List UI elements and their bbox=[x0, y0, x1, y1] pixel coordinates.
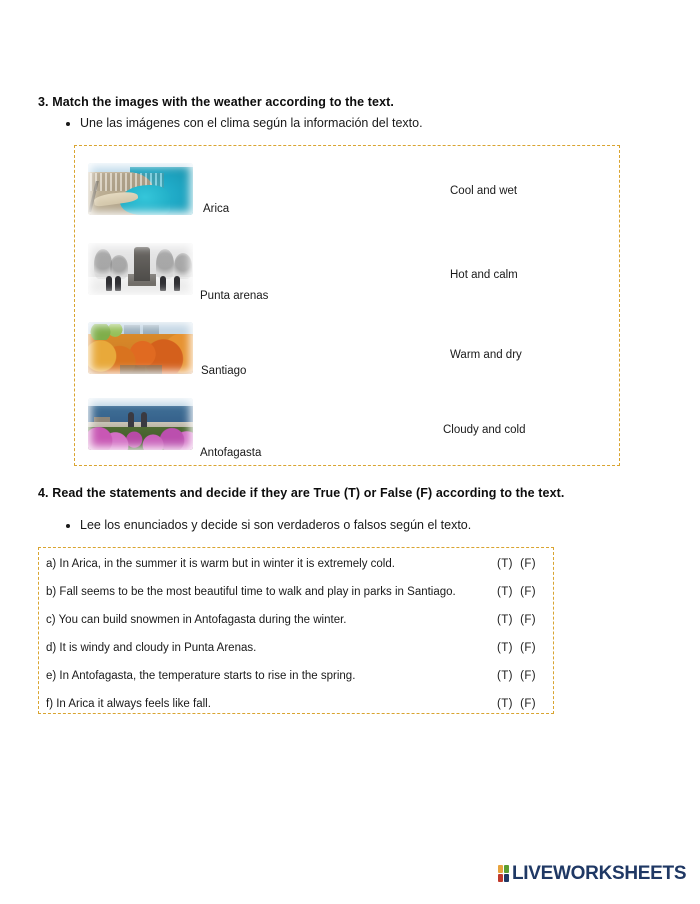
exercise-3-instruction: Une las imágenes con el clima según la información del texto. bbox=[80, 116, 423, 130]
image-antofagasta[interactable] bbox=[88, 398, 193, 450]
punta-arenas-scene bbox=[88, 243, 193, 295]
true-option-f[interactable]: (T) bbox=[497, 698, 513, 710]
false-option-b[interactable]: (F) bbox=[520, 586, 536, 598]
tf-options-d[interactable] bbox=[497, 642, 536, 654]
city-label-antofagasta: Antofagasta bbox=[200, 447, 262, 459]
true-option-b[interactable]: (T) bbox=[497, 586, 513, 598]
bullet-point-icon bbox=[66, 122, 70, 126]
tf-options-f[interactable] bbox=[497, 698, 536, 710]
logo-square-green bbox=[504, 865, 509, 873]
true-false-answer-box[interactable] bbox=[38, 547, 554, 714]
true-option-e[interactable]: (T) bbox=[497, 670, 513, 682]
false-option-c[interactable]: (F) bbox=[520, 614, 536, 626]
tf-options-e[interactable] bbox=[497, 670, 536, 682]
image-punta-arenas[interactable] bbox=[88, 243, 193, 295]
statement-row-d: d) It is windy and cloudy in Punta Arenas. bbox=[46, 642, 257, 654]
city-label-santiago: Santiago bbox=[201, 365, 247, 377]
liveworksheets-mark-icon bbox=[498, 865, 509, 882]
logo-square-red bbox=[498, 874, 503, 882]
tf-options-a[interactable] bbox=[497, 558, 536, 570]
logo-square-orange bbox=[498, 865, 503, 873]
weather-option-hot-and-calm[interactable]: Hot and calm bbox=[450, 269, 518, 281]
false-option-d[interactable]: (F) bbox=[520, 642, 536, 654]
weather-option-cool-and-wet[interactable]: Cool and wet bbox=[450, 185, 518, 197]
arica-scene bbox=[88, 163, 193, 215]
exercise-4-heading: 4. Read the statements and decide if they are True (T) or False (F) according to the text. bbox=[38, 486, 565, 500]
tf-options-b[interactable] bbox=[497, 586, 536, 598]
weather-option-cloudy-and-cold[interactable]: Cloudy and cold bbox=[443, 424, 526, 436]
bullet-point-icon-2 bbox=[66, 524, 70, 528]
image-arica[interactable] bbox=[88, 163, 193, 215]
true-option-a[interactable]: (T) bbox=[497, 558, 513, 570]
statement-row-f: f) In Arica it always feels like fall. bbox=[46, 698, 211, 710]
weather-option-warm-and-dry[interactable]: Warm and dry bbox=[450, 349, 522, 361]
exercise-4-instruction: Lee los enunciados y decide si son verdaderos o falsos según el texto. bbox=[80, 518, 472, 532]
false-option-a[interactable]: (F) bbox=[520, 558, 536, 570]
false-option-f[interactable]: (F) bbox=[520, 698, 536, 710]
antofagasta-scene bbox=[88, 398, 193, 450]
tf-options-c[interactable] bbox=[497, 614, 536, 626]
statement-row-a: a) In Arica, in the summer it is warm but in winter it is extremely cold. bbox=[46, 558, 395, 570]
statement-row-c: c) You can build snowmen in Antofagasta during the winter. bbox=[46, 614, 347, 626]
true-option-d[interactable]: (T) bbox=[497, 642, 513, 654]
city-label-arica: Arica bbox=[203, 203, 230, 215]
liveworksheets-wordmark: LIVEWORKSHEETS bbox=[512, 863, 687, 884]
statement-row-b: b) Fall seems to be the most beautiful time to walk and play in parks in Santiago. bbox=[46, 586, 456, 598]
city-label-punta-arenas: Punta arenas bbox=[200, 290, 269, 302]
false-option-e[interactable]: (F) bbox=[520, 670, 536, 682]
santiago-scene bbox=[88, 322, 193, 374]
logo-square-blue bbox=[504, 874, 509, 882]
true-option-c[interactable]: (T) bbox=[497, 614, 513, 626]
exercise-3-heading: 3. Match the images with the weather according to the text. bbox=[38, 95, 394, 109]
image-santiago[interactable] bbox=[88, 322, 193, 374]
liveworksheets-logo[interactable] bbox=[498, 864, 686, 883]
statement-row-e: e) In Antofagasta, the temperature starts to rise in the spring. bbox=[46, 670, 356, 682]
